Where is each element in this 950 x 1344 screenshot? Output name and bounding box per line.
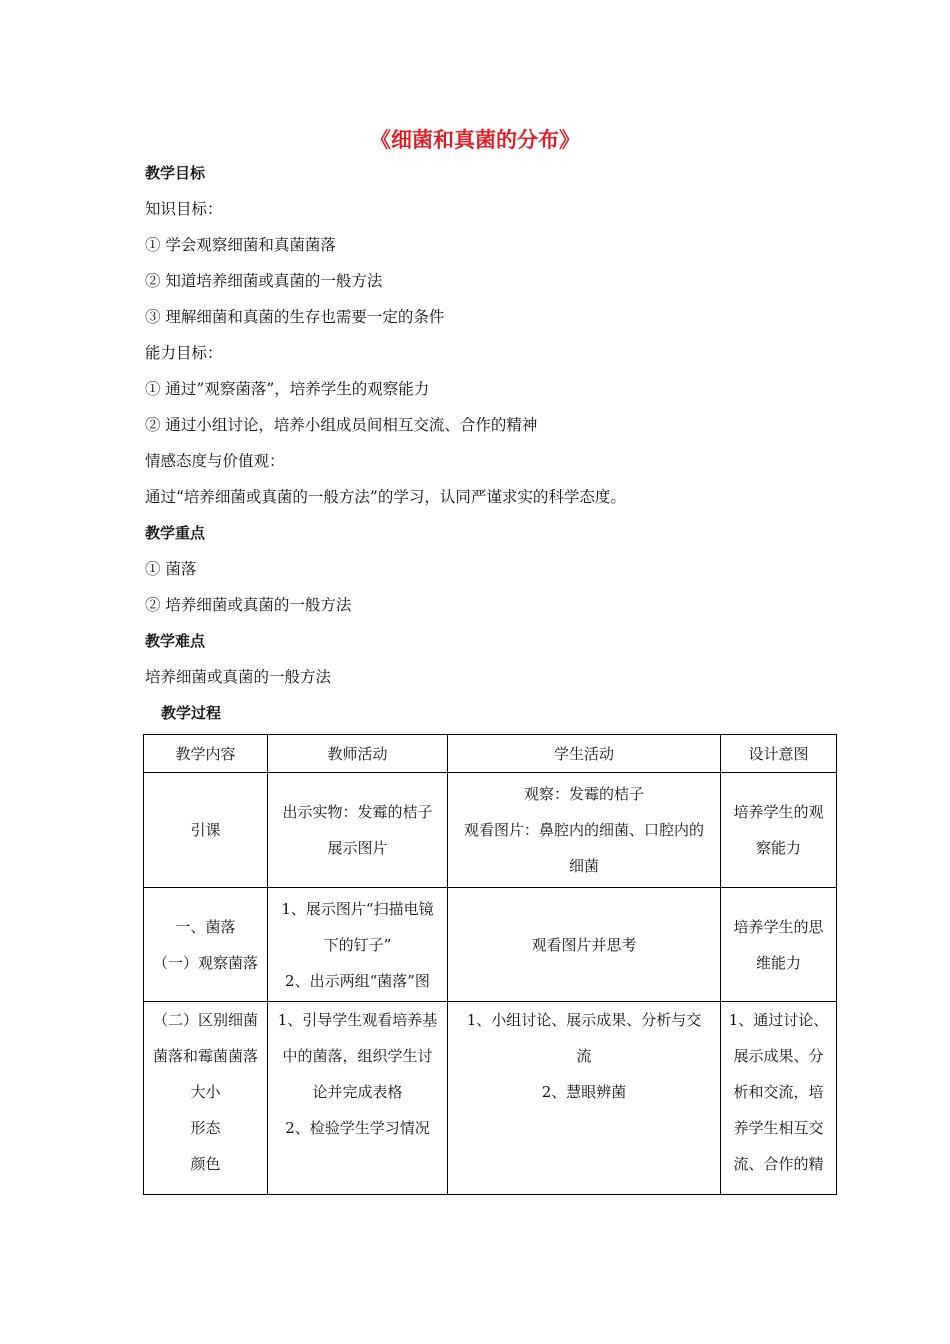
content-cell: 引课 <box>144 773 268 888</box>
table-header-row <box>144 735 837 773</box>
header-cell: 学生活动 <box>448 735 721 773</box>
document-title: 《细菌和真菌的分布》 <box>370 128 580 152</box>
table-row <box>144 1002 837 1195</box>
key-points-heading: 教学重点 <box>145 524 206 542</box>
ability-item: ① 通过”观察菌落”，培养学生的观察能力 <box>145 380 430 398</box>
table-row <box>144 773 837 888</box>
intent-cell: 培养学生的思 维能力 <box>721 888 837 1002</box>
content-cell: （二）区别细菌 菌落和霉菌菌落 大小 形态 颜色 <box>144 1002 268 1195</box>
teacher-cell: 1、引导学生观看培养基 中的菌落，组织学生讨 论并完成表格 2、检验学生学习情况 <box>268 1002 448 1195</box>
emotion-text: 通过“培养细菌或真菌的一般方法”的学习，认同严谨求实的科学态度。 <box>145 488 626 506</box>
teacher-cell: 出示实物：发霉的桔子 展示图片 <box>268 773 448 888</box>
objectives-heading: 教学目标 <box>145 164 206 182</box>
difficulties-heading: 教学难点 <box>145 632 206 650</box>
student-cell: 观看图片并思考 <box>448 888 721 1002</box>
process-heading: 教学过程 <box>161 704 222 722</box>
knowledge-item: ① 学会观察细菌和真菌菌落 <box>145 236 336 254</box>
student-cell: 1、小组讨论、展示成果、分析与交 流 2、慧眼辨菌 <box>448 1002 721 1195</box>
knowledge-item: ③ 理解细菌和真菌的生存也需要一定的条件 <box>145 308 445 326</box>
difficulties-text: 培养细菌或真菌的一般方法 <box>145 668 332 686</box>
header-cell: 教师活动 <box>268 735 448 773</box>
intent-cell: 1、通过讨论、 展示成果、分 析和交流，培 养学生相互交 流、合作的精 <box>721 1002 837 1195</box>
knowledge-label: 知识目标： <box>145 200 223 218</box>
key-point-item: ② 培养细菌或真菌的一般方法 <box>145 596 352 614</box>
ability-label: 能力目标： <box>145 344 223 362</box>
header-cell: 设计意图 <box>721 735 837 773</box>
ability-item: ② 通过小组讨论，培养小组成员间相互交流、合作的精神 <box>145 416 538 434</box>
process-table <box>143 734 837 1195</box>
intent-cell: 培养学生的观 察能力 <box>721 773 837 888</box>
student-cell: 观察：发霉的桔子 观看图片：鼻腔内的细菌、口腔内的 细菌 <box>448 773 721 888</box>
key-point-item: ① 菌落 <box>145 560 197 578</box>
emotion-label: 情感态度与价值观： <box>145 452 285 470</box>
knowledge-item: ② 知道培养细菌或真菌的一般方法 <box>145 272 383 290</box>
teacher-cell: 1、展示图片“扫描电镜 下的钉子” 2、出示两组“菌落”图 <box>268 888 448 1002</box>
content-cell: 一、菌落 （一）观察菌落 <box>144 888 268 1002</box>
header-cell: 教学内容 <box>144 735 268 773</box>
table-row <box>144 888 837 1002</box>
